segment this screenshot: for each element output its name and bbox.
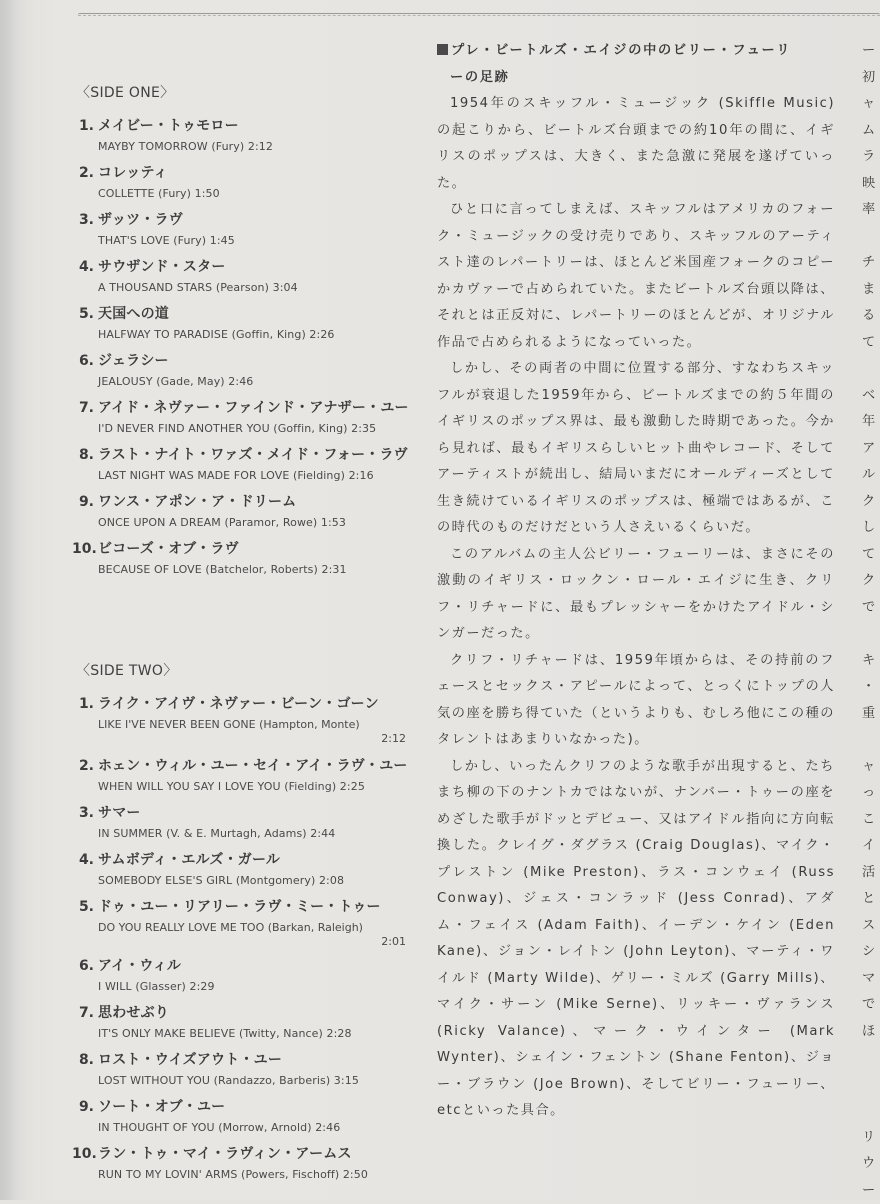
track-number: 9. bbox=[72, 491, 94, 513]
track-title-english: I WILL (Glasser) 2:29 bbox=[98, 977, 432, 996]
track-title-japanese: ドゥ・ユー・リアリー・ラヴ・ミー・トゥー bbox=[98, 896, 432, 918]
cropped-char: 活 bbox=[862, 860, 880, 887]
cropped-char: 重 bbox=[862, 701, 880, 728]
cropped-next-column bbox=[862, 38, 880, 1204]
track-number: 7. bbox=[72, 397, 94, 419]
track-item bbox=[72, 1096, 432, 1137]
track-number: 5. bbox=[72, 896, 94, 918]
track-title-japanese: ビコーズ・オブ・ラヴ bbox=[98, 538, 432, 560]
top-decorative-rule bbox=[78, 13, 880, 20]
track-item bbox=[72, 896, 432, 949]
track-title-english: A THOUSAND STARS (Pearson) 3:04 bbox=[98, 278, 432, 297]
track-title-japanese: ワンス・アポン・ア・ドリーム bbox=[98, 491, 432, 513]
track-number: 3. bbox=[72, 209, 94, 231]
cropped-char: 映 bbox=[862, 171, 880, 198]
track-title-english: ONCE UPON A DREAM (Paramor, Rowe) 1:53 bbox=[98, 513, 432, 532]
track-duration: 2:12 bbox=[98, 732, 406, 749]
track-title-english: SOMEBODY ELSE'S GIRL (Montgomery) 2:08 bbox=[98, 871, 432, 890]
cropped-char: ス bbox=[862, 913, 880, 940]
track-title-japanese: サマー bbox=[98, 802, 432, 824]
cropped-char: ム bbox=[862, 118, 880, 145]
track-item bbox=[72, 1143, 432, 1184]
track-title-english: COLLETTE (Fury) 1:50 bbox=[98, 184, 432, 203]
track-duration: 2:01 bbox=[98, 935, 406, 949]
track-number: 5. bbox=[72, 303, 94, 325]
side-one-heading: 〈SIDE ONE〉 bbox=[76, 82, 432, 104]
cropped-char: っ bbox=[862, 780, 880, 807]
cropped-char: ま bbox=[862, 277, 880, 304]
track-title-japanese: 思わせぶり bbox=[98, 1002, 432, 1024]
track-item bbox=[72, 538, 432, 579]
track-title-japanese: ラン・トゥ・マイ・ラヴィン・アームス bbox=[98, 1143, 432, 1165]
track-item bbox=[72, 162, 432, 203]
track-title-english: LAST NIGHT WAS MADE FOR LOVE (Fielding) 2:16 bbox=[98, 466, 432, 485]
track-title-english: WHEN WILL YOU SAY I LOVE YOU (Fielding) 2:25 bbox=[98, 777, 432, 796]
track-title-english: JEALOUSY (Gade, May) 2:46 bbox=[98, 372, 432, 391]
track-item bbox=[72, 693, 432, 749]
cropped-char: ク bbox=[862, 568, 880, 595]
track-number: 8. bbox=[72, 1049, 94, 1071]
cropped-char: リ bbox=[862, 1125, 880, 1152]
track-title-japanese: アイ・ウィル bbox=[98, 955, 432, 977]
cropped-char bbox=[862, 1098, 880, 1125]
cropped-char: て bbox=[862, 330, 880, 357]
cropped-char bbox=[862, 356, 880, 383]
cropped-char: ア bbox=[862, 436, 880, 463]
cropped-char: キ bbox=[862, 648, 880, 675]
side-two-heading: 〈SIDE TWO〉 bbox=[76, 660, 432, 682]
track-number: 1. bbox=[72, 115, 94, 137]
track-title-english: LIKE I'VE NEVER BEEN GONE (Hampton, Monte) bbox=[98, 715, 432, 732]
cropped-char bbox=[862, 727, 880, 754]
side-two-tracklist bbox=[72, 660, 432, 1190]
side-one-tracklist bbox=[72, 82, 432, 585]
cropped-char: 年 bbox=[862, 409, 880, 436]
article-heading-line2: ーの足跡 bbox=[437, 65, 835, 92]
cropped-char: ー bbox=[862, 1178, 880, 1204]
track-number: 2. bbox=[72, 162, 94, 184]
track-title-japanese: メイビー・トゥモロー bbox=[98, 115, 432, 137]
track-item bbox=[72, 1049, 432, 1090]
cropped-char: ル bbox=[862, 462, 880, 489]
track-title-japanese: コレッティ bbox=[98, 162, 432, 184]
track-title-japanese: サウザンド・スター bbox=[98, 256, 432, 278]
cropped-char: と bbox=[862, 886, 880, 913]
track-title-english: THAT'S LOVE (Fury) 1:45 bbox=[98, 231, 432, 250]
cropped-char: ほ bbox=[862, 1019, 880, 1046]
track-number: 4. bbox=[72, 256, 94, 278]
track-number: 4. bbox=[72, 849, 94, 871]
article-paragraph: ひと口に言ってしまえば、スキッフルはアメリカのフォーク・ミュージックの受け売りであり、スキッフルのアーティスト達のレパートリーは、ほとんど米国産フォークのコピーかカヴァーで占められていた。またビートルズ台頭以降は、それとは正反対に、レパートリーのほとんどが、オリジナル作品で占められるようになっていった。 bbox=[437, 197, 835, 356]
article-paragraph: しかし、その両者の中間に位置する部分、すなわちスキッフルが衰退した1959年から、ビートルズまでの約５年間のイギリスのポップス界は、最も激動した時期であった。今から見れば、最もイギリスらしいヒット曲やレコード、そしてアーティストが続出し、結局いまだにオールディーズとして生き続けているイギリスのポップスは、極端ではあるが、この時代のものだけだという人さえいるくらいだ。 bbox=[437, 356, 835, 542]
track-item bbox=[72, 849, 432, 890]
article-heading-line1: プレ・ビートルズ・エイジの中のビリー・フューリ bbox=[451, 43, 791, 58]
track-title-japanese: ホェン・ウィル・ユー・セイ・アイ・ラヴ・ユー bbox=[98, 755, 432, 777]
track-item bbox=[72, 491, 432, 532]
track-item bbox=[72, 115, 432, 156]
track-title-english: I'D NEVER FIND ANOTHER YOU (Goffin, King) 2:35 bbox=[98, 419, 432, 438]
track-number: 9. bbox=[72, 1096, 94, 1118]
track-number: 8. bbox=[72, 444, 94, 466]
track-title-english: LOST WITHOUT YOU (Randazzo, Barberis) 3:15 bbox=[98, 1071, 432, 1090]
track-title-english: IN SUMMER (V. & E. Murtagh, Adams) 2:44 bbox=[98, 824, 432, 843]
track-item bbox=[72, 350, 432, 391]
track-title-japanese: ソート・オブ・ユー bbox=[98, 1096, 432, 1118]
article-heading bbox=[437, 38, 835, 91]
cropped-char: 率 bbox=[862, 197, 880, 224]
track-title-english: IN THOUGHT OF YOU (Morrow, Arnold) 2:46 bbox=[98, 1118, 432, 1137]
track-title-japanese: 天国への道 bbox=[98, 303, 432, 325]
track-title-english: IT'S ONLY MAKE BELIEVE (Twitty, Nance) 2:28 bbox=[98, 1024, 432, 1043]
track-number: 2. bbox=[72, 755, 94, 777]
cropped-char: し bbox=[862, 515, 880, 542]
track-number: 3. bbox=[72, 802, 94, 824]
track-number: 7. bbox=[72, 1002, 94, 1024]
article-paragraph: クリフ・リチャードは、1959年頃からは、その持前のフェースとセックス・アピールによって、とっくにトップの人気の座を勝ち得ていた（というよりも、むしろ他にこの種のタレントはあまりいなかった)。 bbox=[437, 648, 835, 754]
track-number: 1. bbox=[72, 693, 94, 715]
track-title-english: RUN TO MY LOVIN' ARMS (Powers, Fischoff) 2:50 bbox=[98, 1165, 432, 1184]
cropped-char: ー bbox=[862, 38, 880, 65]
track-title-english: BECAUSE OF LOVE (Batchelor, Roberts) 2:31 bbox=[98, 560, 432, 579]
liner-notes-article bbox=[437, 38, 835, 1125]
cropped-char: で bbox=[862, 992, 880, 1019]
cropped-char: る bbox=[862, 303, 880, 330]
track-title-english: MAYBY TOMORROW (Fury) 2:12 bbox=[98, 137, 432, 156]
track-number: 6. bbox=[72, 955, 94, 977]
track-item bbox=[72, 256, 432, 297]
cropped-char: ウ bbox=[862, 1151, 880, 1178]
track-item bbox=[72, 755, 432, 796]
article-paragraph: 1954年のスキッフル・ミュージック (Skiffle Music) の起こりから、ビートルズ台頭までの約10年の間に、イギリスのポップスは、大きく、また急激に発展を遂げていった。 bbox=[437, 91, 835, 197]
track-title-japanese: サムボディ・エルズ・ガール bbox=[98, 849, 432, 871]
track-title-japanese: アイド・ネヴァー・ファインド・アナザー・ユー bbox=[98, 397, 432, 419]
cropped-char: ク bbox=[862, 489, 880, 516]
cropped-char bbox=[862, 224, 880, 251]
track-item bbox=[72, 1002, 432, 1043]
cropped-char bbox=[862, 621, 880, 648]
track-title-english: DO YOU REALLY LOVE ME TOO (Barkan, Raleigh) bbox=[98, 918, 432, 935]
track-item bbox=[72, 802, 432, 843]
track-item bbox=[72, 444, 432, 485]
cropped-char bbox=[862, 1072, 880, 1099]
track-number: 6. bbox=[72, 350, 94, 372]
track-number: 10. bbox=[72, 538, 94, 560]
track-item bbox=[72, 397, 432, 438]
cropped-char: マ bbox=[862, 966, 880, 993]
article-paragraph: しかし、いったんクリフのような歌手が出現すると、たちまち柳の下のナントカではないが、ナンバー・トゥーの座をめざした歌手がドッとデビュー、又はアイドル指向に方向転換した。クレイグ・ダグラス (Craig Douglas)、マイク・プレストン (Mike Preston)、ラス・コンウェイ (Russ Conway)、ジェス・コンラッド (Jess Conrad)、アダム・フェイス (Adam Faith)、イーデン・ケイン (Eden Kane)、ジョン・レイトン (John Leyton)、マーティ・ワイルド (Marty Wilde)、ゲリー・ミルズ (Garry Mills)、マイク・サーン (Mike Serne)、リッキー・ヴァランス (Ricky Valance)、マーク・ウインター (Mark Wynter)、シェイン・フェントン (Shane Fenton)、ジョー・ブラウン (Joe Brown)、そしてビリー・フューリー、etcといった具合。 bbox=[437, 754, 835, 1125]
cropped-char: こ bbox=[862, 807, 880, 834]
track-item bbox=[72, 303, 432, 344]
cropped-char bbox=[862, 1045, 880, 1072]
track-title-japanese: ジェラシー bbox=[98, 350, 432, 372]
cropped-char: チ bbox=[862, 250, 880, 277]
cropped-char: シ bbox=[862, 939, 880, 966]
track-title-japanese: ザッツ・ラヴ bbox=[98, 209, 432, 231]
track-title-japanese: ロスト・ウイズアウト・ユー bbox=[98, 1049, 432, 1071]
square-bullet-icon bbox=[437, 44, 448, 55]
cropped-char: ラ bbox=[862, 144, 880, 171]
track-item bbox=[72, 209, 432, 250]
track-title-japanese: ラスト・ナイト・ワァズ・メイド・フォー・ラヴ bbox=[98, 444, 432, 466]
cropped-char: ャ bbox=[862, 91, 880, 118]
cropped-char: で bbox=[862, 595, 880, 622]
article-paragraph: このアルバムの主人公ビリー・フューリーは、まさにその激動のイギリス・ロックン・ロール・エイジに生き、クリフ・リチャードに、最もプレッシャーをかけたアイドル・シンガーだった。 bbox=[437, 542, 835, 648]
track-number: 10. bbox=[72, 1143, 94, 1165]
cropped-char: ャ bbox=[862, 754, 880, 781]
cropped-char: ・ bbox=[862, 674, 880, 701]
cropped-char: ベ bbox=[862, 383, 880, 410]
track-title-japanese: ライク・アイヴ・ネヴァー・ビーン・ゴーン bbox=[98, 693, 432, 715]
cropped-char: 初 bbox=[862, 65, 880, 92]
track-item bbox=[72, 955, 432, 996]
cropped-char: て bbox=[862, 542, 880, 569]
cropped-char: イ bbox=[862, 833, 880, 860]
track-title-english: HALFWAY TO PARADISE (Goffin, King) 2:26 bbox=[98, 325, 432, 344]
